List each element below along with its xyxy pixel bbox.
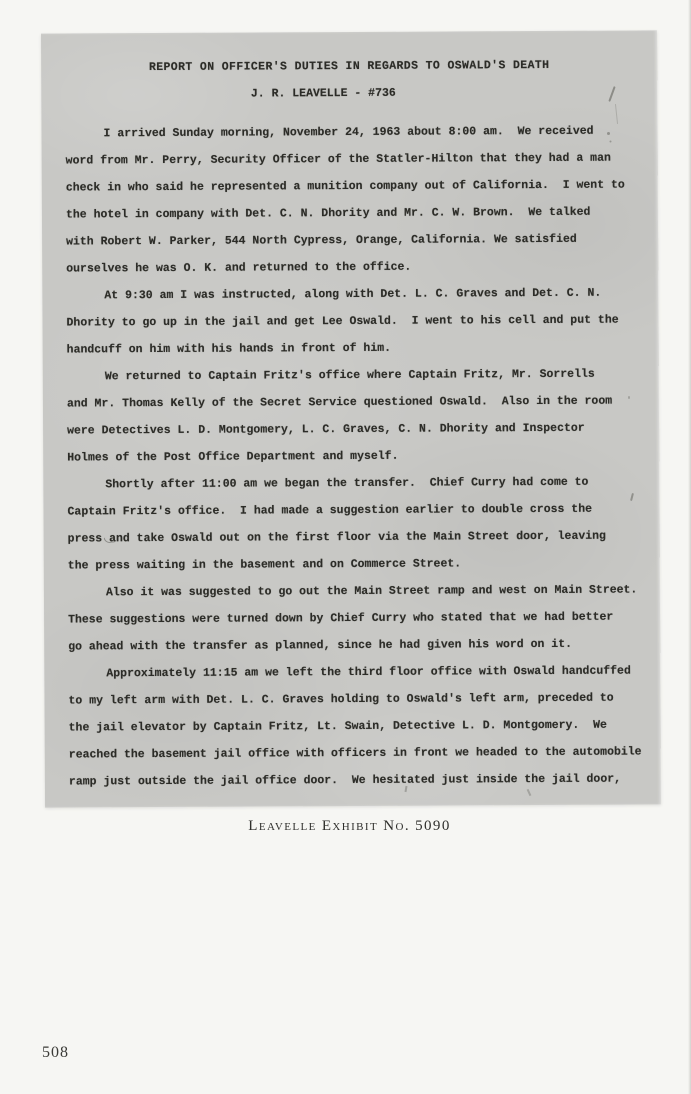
text-line: with Robert W. Parker, 544 North Cypress, Orange, California. We satisfied bbox=[66, 232, 577, 249]
text-line: ramp just outside the jail office door. We hesitated just inside the jail door, bbox=[68, 772, 622, 789]
text-line: ourselves he was O. K. and returned to the office. bbox=[66, 260, 412, 276]
text-line: Holmes of the Post Office Department and myself. bbox=[67, 449, 399, 465]
text-line: the press waiting in the basement and on Commerce Street. bbox=[67, 557, 462, 573]
exhibit-caption: Leavelle Exhibit No. 5090 bbox=[248, 818, 451, 834]
text-line: and Mr. Thomas Kelly of the Secret Service questioned Oswald. Also in the room bbox=[66, 394, 613, 411]
document-byline: J. R. LEAVELLE - #736 bbox=[250, 86, 396, 101]
text-line: to my left arm with Det. L. C. Graves holding to Oswald's left arm, preceded to bbox=[68, 691, 614, 708]
text-line: were Detectives L. D. Montgomery, L. C. Graves, C. N. Dhority and Inspector bbox=[67, 421, 585, 438]
text-line: check in who said he represented a munition company out of California. I went to bbox=[65, 178, 625, 195]
text-line: Approximately 11:15 am we left the third floor office with Oswald handcuffed bbox=[106, 664, 631, 681]
text-line: We returned to Captain Fritz's office where Captain Fritz, Mr. Sorrells bbox=[104, 367, 595, 384]
document-title: REPORT ON OFFICER'S DUTIES IN REGARDS TO OSWALD'S DEATH bbox=[148, 58, 550, 75]
document-body bbox=[41, 117, 661, 795]
text-line: press and take Oswald out on the first floor via the Main Street door, leaving bbox=[67, 529, 606, 546]
text-line: I arrived Sunday morning, November 24, 1963 about 8:00 am. We received bbox=[103, 124, 594, 141]
text-line: the jail elevator by Captain Fritz, Lt. Swain, Detective L. D. Montgomery. We bbox=[68, 718, 607, 735]
text-line: These suggestions were turned down by Chief Curry who stated that we had better bbox=[68, 610, 614, 627]
text-line: handcuff on him with his hands in front of him. bbox=[66, 341, 392, 357]
text-line: Dhority to go up in the jail and get Lee Oswald. I went to his cell and put the bbox=[66, 313, 619, 330]
text-line: Captain Fritz's office. I had made a suggestion earlier to double cross the bbox=[67, 502, 593, 519]
text-line: Shortly after 11:00 am we began the transfer. Chief Curry had come to bbox=[105, 475, 589, 492]
text-line: word from Mr. Perry, Security Officer of the Statler-Hilton that they had a man bbox=[65, 151, 611, 168]
text-line: reached the basement jail office with officers in front we headed to the automobile bbox=[68, 745, 642, 762]
text-line: At 9:30 am I was instructed, along with Det. L. C. Graves and Det. C. N. bbox=[104, 286, 602, 303]
text-line: the hotel in company with Det. C. N. Dhority and Mr. C. W. Brown. We talked bbox=[65, 205, 591, 222]
scanned-document bbox=[41, 30, 661, 807]
text-line: go ahead with the transfer as planned, since he had given his word on it. bbox=[68, 637, 573, 654]
page-number: 508 bbox=[42, 1044, 69, 1061]
text-line: Also it was suggested to go out the Main Street ramp and west on Main Street. bbox=[105, 583, 638, 600]
